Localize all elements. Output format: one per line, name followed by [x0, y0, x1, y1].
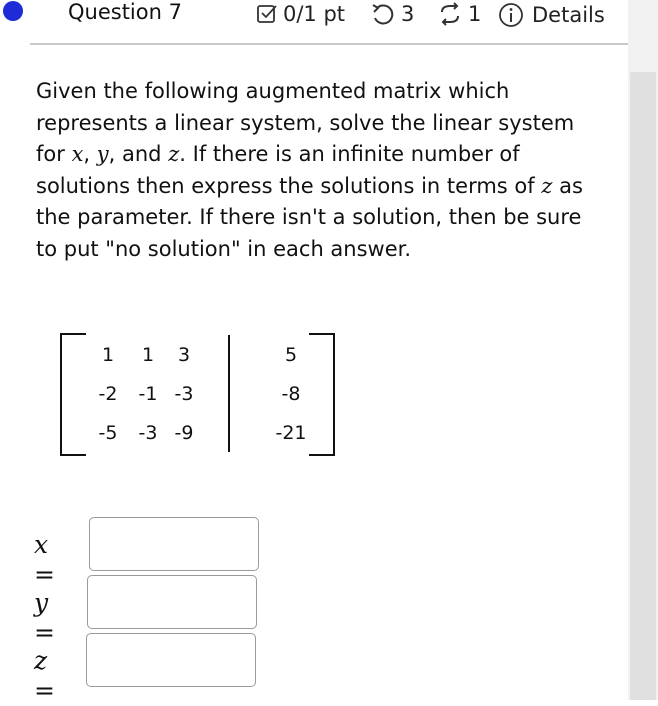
- matrix-cell: -2: [98, 383, 118, 405]
- question-prompt: Given the following augmented matrix which represents a linear system, solve the linear system for x, y, and z. If there is an infinite number of solutions then express the solutions in terms of z as the parameter. If there isn't a solution, then be sure to put "no solution" in each answer.: [36, 79, 583, 261]
- matrix-cell: -1: [138, 383, 158, 405]
- submissions-indicator: [438, 2, 481, 26]
- matrix-cell: 1: [101, 344, 115, 366]
- matrix-cell: 3: [177, 344, 191, 366]
- matrix-cell: -5: [98, 422, 118, 444]
- details-label: Details: [532, 3, 605, 27]
- undo-icon: [370, 2, 396, 26]
- retries-indicator: [370, 2, 414, 26]
- answer-input-y[interactable]: [87, 575, 257, 629]
- answer-input-x[interactable]: [89, 517, 259, 571]
- question-title: Question 7: [68, 0, 182, 24]
- scrollbar-thumb[interactable]: [630, 72, 656, 700]
- checkbox-icon: [256, 3, 278, 25]
- answer-input-z[interactable]: [86, 633, 256, 687]
- augmented-matrix: [60, 333, 335, 454]
- header-divider: [30, 43, 628, 45]
- info-icon: [498, 2, 524, 28]
- matrix-cell: 1: [141, 344, 155, 366]
- details-button[interactable]: [498, 2, 605, 28]
- matrix-cell: -9: [174, 422, 194, 444]
- matrix-cell: -21: [275, 422, 307, 444]
- scrollbar[interactable]: [628, 0, 658, 700]
- matrix-cell: 5: [284, 344, 298, 366]
- submissions-count: 1: [468, 2, 482, 26]
- matrix-cell: -3: [138, 422, 158, 444]
- answer-label-x: x =: [34, 530, 55, 589]
- matrix-cell: -3: [174, 383, 194, 405]
- score-indicator: [256, 2, 345, 26]
- question-header: [0, 0, 628, 32]
- retries-count: 3: [401, 2, 415, 26]
- score-text: 0/1 pt: [283, 2, 346, 26]
- matrix-cell: -8: [281, 383, 301, 405]
- answer-label-z: z =: [34, 646, 55, 705]
- augmentation-line: [228, 335, 230, 452]
- answer-label-y: y =: [34, 588, 55, 647]
- question-status-dot: [3, 1, 23, 21]
- resubmit-arrows-icon: [438, 2, 462, 26]
- matrix-left-bracket: [60, 333, 86, 456]
